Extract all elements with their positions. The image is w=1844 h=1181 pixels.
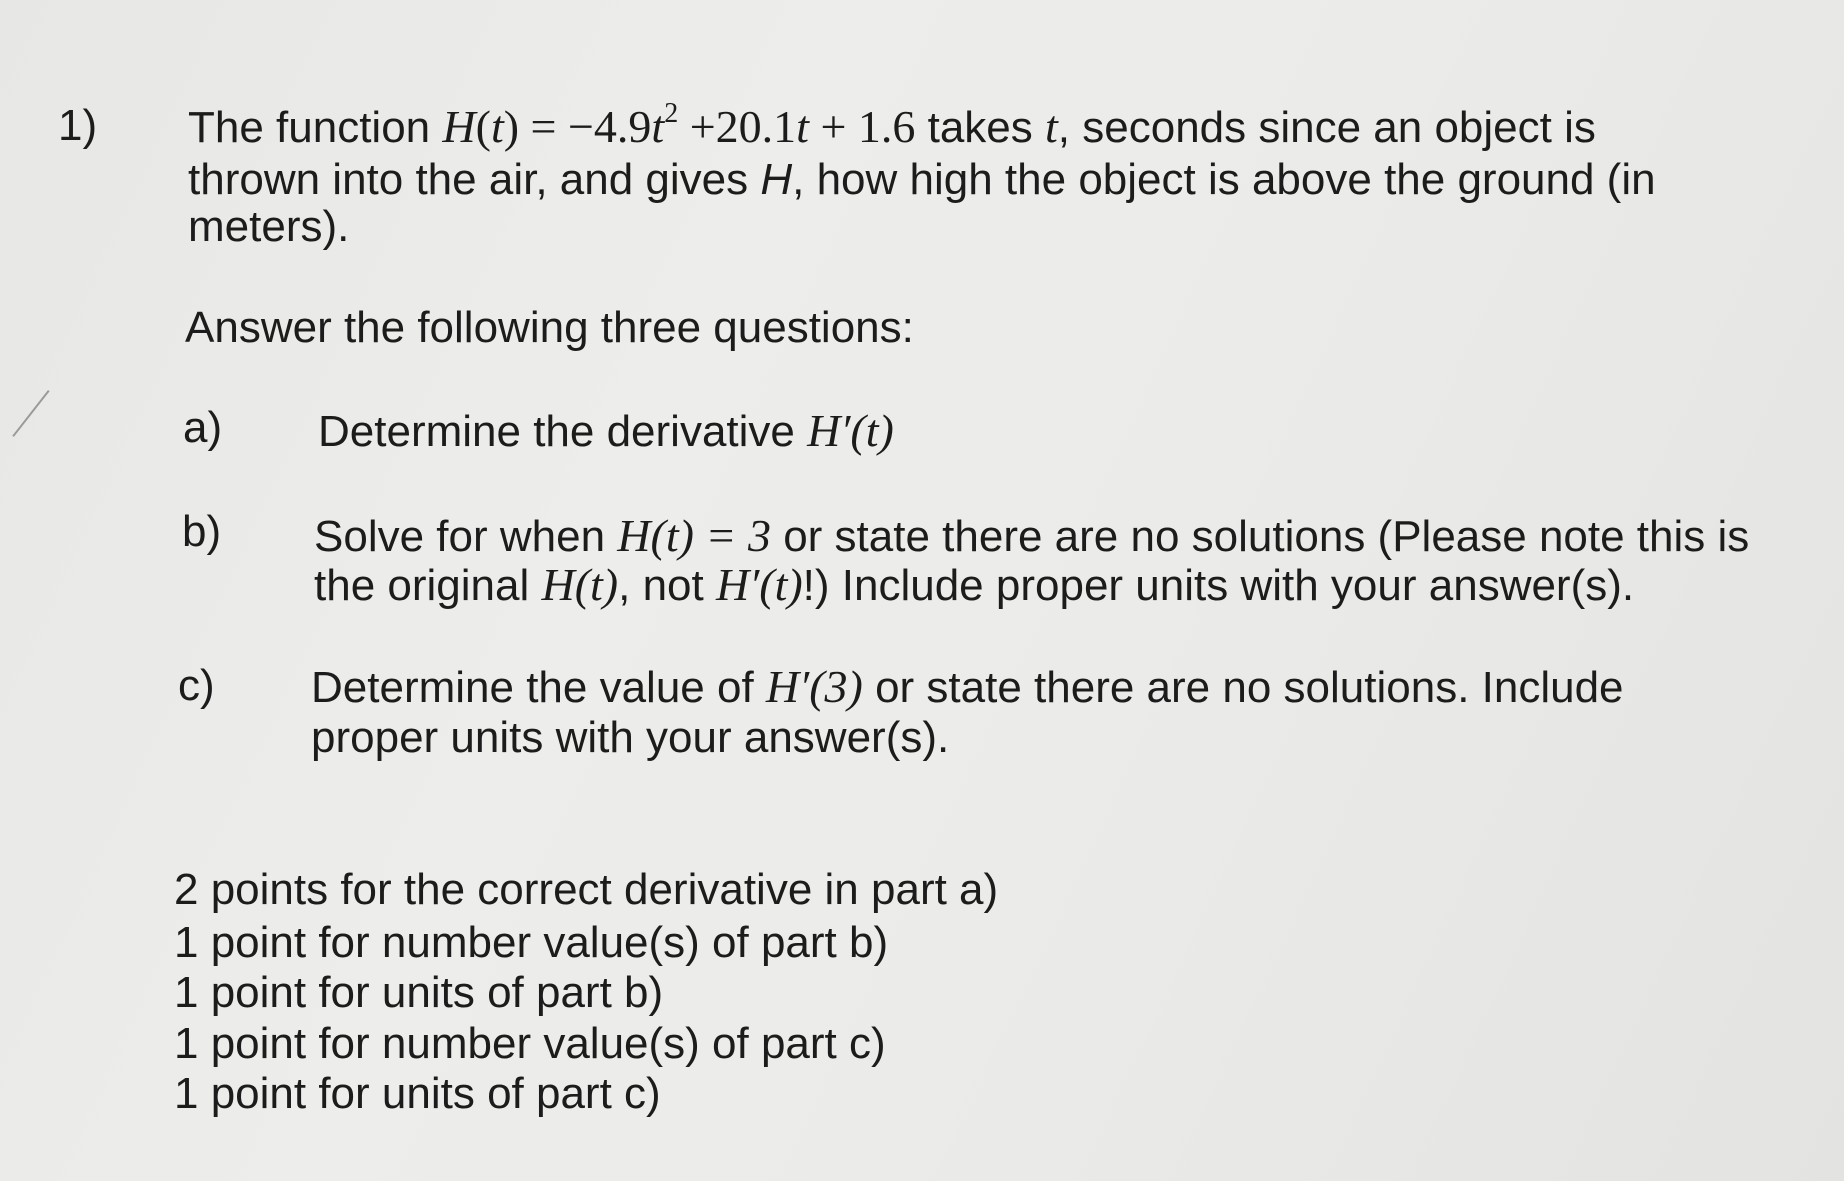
- intro-line-2: thrown into the air, and gives H, how high the object is above the ground (in: [188, 155, 1656, 204]
- part-a-label: a): [183, 403, 223, 452]
- part-a-math: H′(t): [807, 405, 894, 456]
- grading-line: 2 points for the correct derivative in part a): [174, 865, 999, 914]
- function-expression: $H(t) = -4.9t^2 +20.1t + 1.6$: [442, 98, 916, 152]
- part-c-math: H′(3): [765, 661, 863, 712]
- pen-mark: [12, 390, 49, 437]
- grading-line: 1 point for number value(s) of part b): [174, 918, 889, 967]
- exponent: 2: [664, 98, 679, 129]
- question-number: 1): [58, 101, 98, 150]
- grading-line: 1 point for units of part c): [174, 1069, 661, 1118]
- part-c-label: c): [178, 661, 215, 710]
- part-b-line-2: the original H(t), not H′(t)!) Include proper units with your answer(s).: [314, 559, 1635, 610]
- grading-line: 1 point for units of part b): [174, 968, 664, 1017]
- part-c-line-1: Determine the value of H′(3) or state there are no solutions. Include: [311, 661, 1624, 712]
- intro-line-3: meters).: [188, 202, 350, 251]
- part-b-line-1: Solve for when H(t) = 3 or state there are no solutions (Please note this is: [314, 510, 1750, 561]
- part-b-math: H(t) = 3: [617, 510, 771, 561]
- part-b-label: b): [182, 507, 222, 556]
- part-c-line-2: proper units with your answer(s).: [311, 713, 950, 762]
- questions-prompt: Answer the following three questions:: [185, 303, 914, 352]
- grading-line: 1 point for number value(s) of part c): [174, 1019, 886, 1068]
- intro-text-1: The function: [188, 103, 443, 152]
- part-a-text: Determine the derivative H′(t): [318, 405, 894, 456]
- intro-line-1: The function $H(t) = -4.9t^2 +20.1t + 1.6$ takes t, seconds since an object is: [188, 98, 1596, 152]
